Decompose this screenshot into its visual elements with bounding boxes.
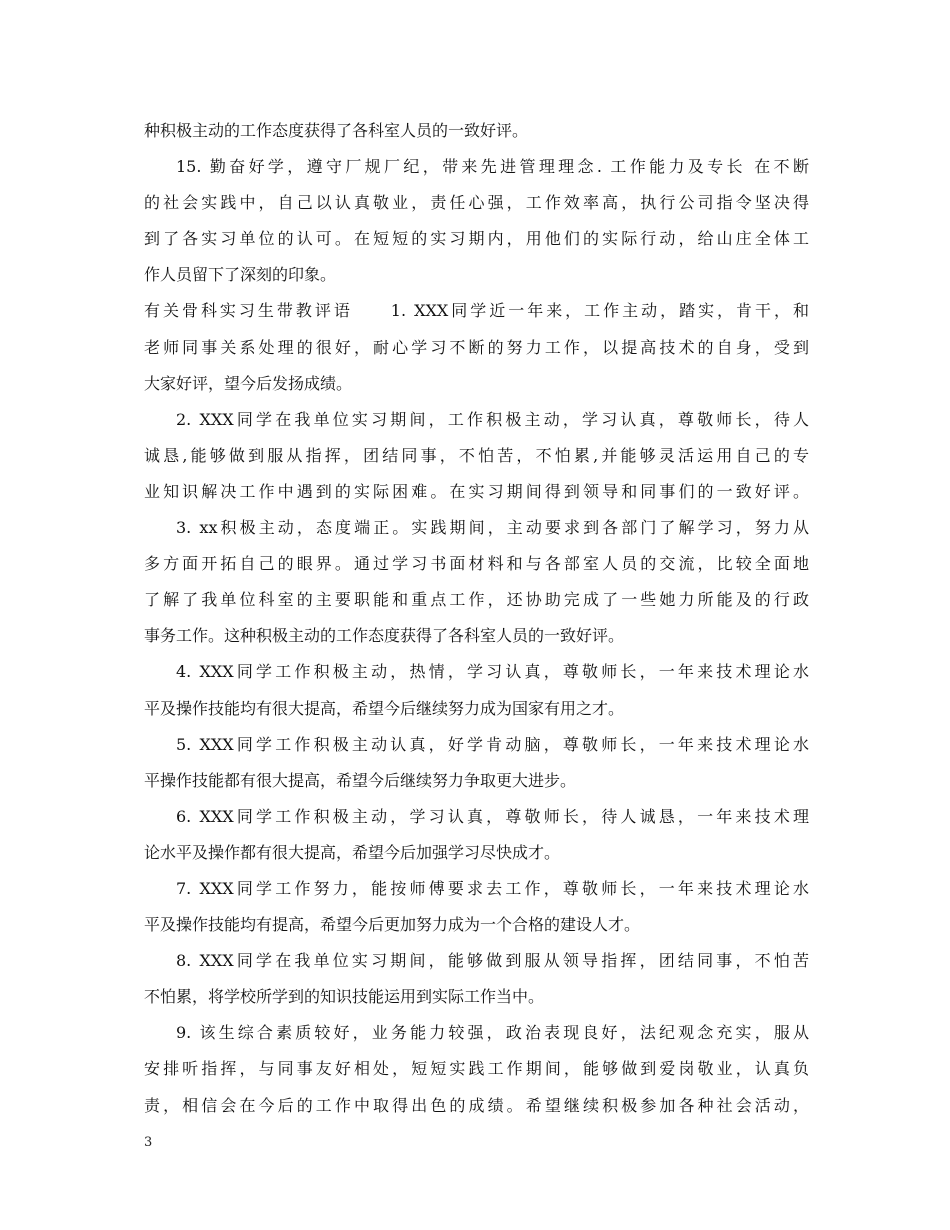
text-line: 论水平及操作都有很大提高，希望今后加强学习尽快成才。 xyxy=(144,842,561,862)
text-line: 平及操作技能均有很大提高，希望今后继续努力成为国家有用之才。 xyxy=(144,698,625,718)
text-line: 诚恳,能够做到服从指挥，团结同事，不怕苦，不怕累,并能够灵活运用自己的专 xyxy=(144,445,809,465)
text-line: 6. XXX同学工作积极主动，学习认真，尊敬师长，待人诚恳，一年来技术理 xyxy=(176,806,809,826)
page-number: 3 xyxy=(144,1135,153,1150)
text-line: 8. XXX同学在我单位实习期间，能够做到服从领导指挥，团结同事，不怕苦 xyxy=(176,951,809,971)
text-line: 安排听指挥，与同事友好相处，短短实践工作期间，能够做到爱岗敬业，认真负 xyxy=(144,1059,809,1079)
text-line: 的社会实践中，自己以认真敬业，责任心强，工作效率高，执行公司指令坚决得 xyxy=(144,193,809,213)
text-line: 多方面开拓自己的眼界。通过学习书面材料和与各部室人员的交流，比较全面地 xyxy=(144,554,809,574)
text-line: 种积极主动的工作态度获得了各科室人员的一致好评。 xyxy=(144,121,529,140)
text-line: 5. XXX同学工作积极主动认真，好学肯动脑，尊敬师长，一年来技术理论水 xyxy=(176,734,809,754)
text-line: 有关骨科实习生带教评语 1. XXX同学近一年来，工作主动，踏实，肯干，和 xyxy=(144,301,809,321)
text-line: 责，相信会在今后的工作中取得出色的成绩。希望继续积极参加各种社会活动， xyxy=(144,1095,809,1115)
text-line: 大家好评，望今后发扬成绩。 xyxy=(144,373,353,393)
text-line: 9. 该生综合素质较好，业务能力较强，政治表现良好，法纪观念充实，服从 xyxy=(176,1023,809,1043)
document-body xyxy=(144,113,809,1124)
text-line: 2. XXX同学在我单位实习期间，工作积极主动，学习认真，尊敬师长，待人 xyxy=(176,409,809,429)
text-line: 老师同事关系处理的很好，耐心学习不断的努力工作，以提高技术的自身，受到 xyxy=(144,337,809,357)
text-line: 平及操作技能均有提高，希望今后更加努力成为一个合格的建设人才。 xyxy=(144,915,641,935)
text-line: 事务工作。这种积极主动的工作态度获得了各科室人员的一致好评。 xyxy=(144,626,625,646)
text-line: 4. XXX同学工作积极主动，热情，学习认真，尊敬师长，一年来技术理论水 xyxy=(176,662,809,682)
text-line: 作人员留下了深刻的印象。 xyxy=(144,265,337,285)
text-line: 7. XXX同学工作努力，能按师傅要求去工作，尊敬师长，一年来技术理论水 xyxy=(176,878,809,898)
text-line: 到了各实习单位的认可。在短短的实习期内，用他们的实际行动，给山庄全体工 xyxy=(144,229,809,249)
text-line: 15. 勤奋好学，遵守厂规厂纪，带来先进管理理念. 工作能力及专长 在不断 xyxy=(176,157,809,177)
text-line: 业知识解决工作中遇到的实际困难。在实习期间得到领导和同事们的一致好评。 xyxy=(144,481,809,501)
text-line: 平操作技能都有很大提高，希望今后继续努力争取更大进步。 xyxy=(144,770,577,790)
text-line: 了解了我单位科室的主要职能和重点工作，还协助完成了一些她力所能及的行政 xyxy=(144,590,809,610)
text-line: 不怕累，将学校所学到的知识技能运用到实际工作当中。 xyxy=(144,987,545,1007)
text-line: 3. xx积极主动，态度端正。实践期间，主动要求到各部门了解学习，努力从 xyxy=(176,518,809,538)
